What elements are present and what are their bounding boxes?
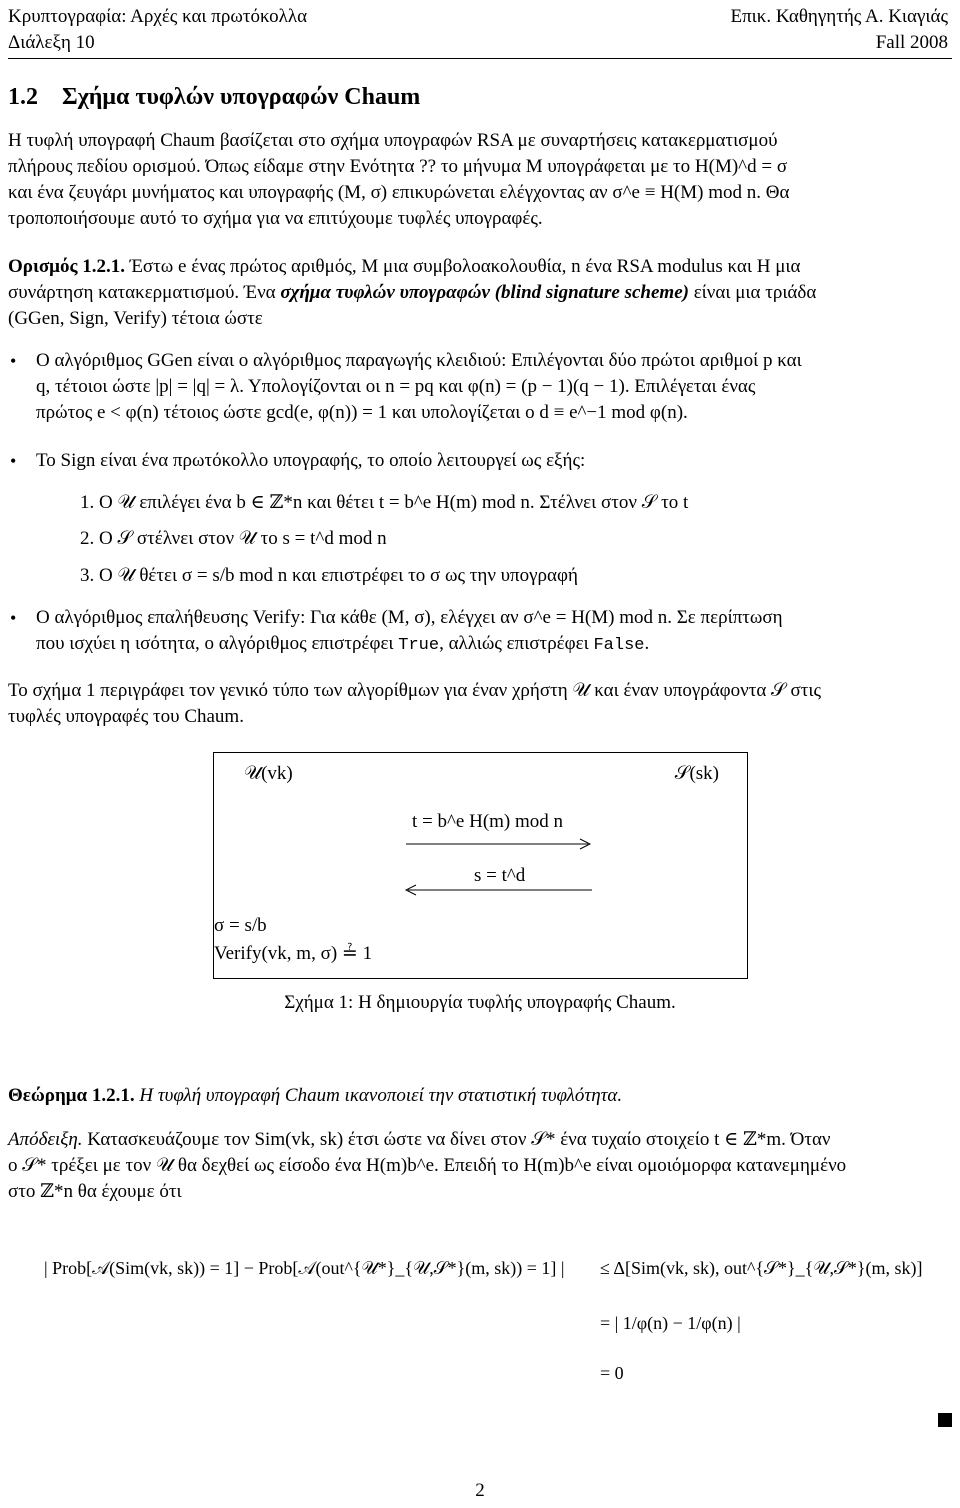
proof-line-2: ο 𝒮* τρέξει με τον 𝒰 θα δεχθεί ως είσοδο ένα H(m)b^e. Επειδή το H(m)b^e είναι ομοιόμορφα κατανεμημένο <box>8 1155 847 1176</box>
proof-line-3: στο ℤ*n θα έχουμε ότι <box>8 1181 182 1202</box>
user-label: 𝒰(vk) <box>244 763 293 784</box>
definition-line-3: (GGen, Sign, Verify) τέτοια ώστε <box>8 308 263 329</box>
bullet-ggen <box>36 348 952 426</box>
verify-line-2c: . <box>644 633 650 654</box>
definition-line-2b: είναι μια τριάδα <box>693 282 817 303</box>
instructor-name: Επικ. Καθηγητής Α. Κιαγιάς <box>730 6 948 27</box>
equation-line-1-left: | Prob[𝒜(Sim(vk, sk)) = 1] − Prob[𝒜(out^{𝒰*}_{𝒰,𝒮*}(m, sk)) = 1] | <box>44 1258 565 1278</box>
page-number: 2 <box>475 1480 485 1501</box>
equation-line-2: = | 1/φ(n) − 1/φ(n) | <box>600 1313 741 1333</box>
signer-label: 𝒮(sk) <box>674 763 719 784</box>
figure-intro-line-2: τυφλές υπογραφές του Chaum. <box>8 706 244 727</box>
definition-block <box>8 254 952 332</box>
ggen-line-2: q, τέτοιοι ώστε |p| = |q| = λ. Υπολογίζονται οι n = pq και φ(n) = (p − 1)(q − 1). Επιλέγεται ένας <box>36 376 756 397</box>
ggen-line-3: πρώτος e < φ(n) τέτοιος ώστε gcd(e, φ(n)) = 1 και υπολογίζεται ο d ≡ e^−1 mod φ(n). <box>36 402 688 423</box>
section-title: Σχήμα τυφλών υπογραφών Chaum <box>62 84 421 110</box>
arrow-left-icon <box>404 883 594 897</box>
intro-line-2: πλήρους πεδίου ορισμού. Όπως είδαμε στην Ενότητα ?? το μήνυμα M υπογράφεται με το H(M)^d = σ <box>8 156 788 177</box>
proof-line-1: Κατασκευάζουμε τον Sim(vk, sk) έτσι ώστε να δίνει στον 𝒮* ένα τυχαίο στοιχείο t ∈ ℤ*m. Όταν <box>87 1129 831 1150</box>
lecture-number: Διάλεξη 10 <box>8 32 95 53</box>
verify-check: Verify(vk, m, σ) ≟ 1 <box>214 943 373 964</box>
true-keyword: True <box>398 636 440 655</box>
qed-square-icon <box>938 1413 952 1427</box>
theorem-block <box>8 1083 952 1109</box>
intro-line-1: Η τυφλή υπογραφή Chaum βασίζεται στο σχήμα υπογραφών RSA με συναρτήσεις κατακερματισμού <box>8 130 778 151</box>
bullet-sign <box>36 448 952 474</box>
course-title: Κρυπτογραφία: Αρχές και πρωτόκολλα <box>8 6 308 27</box>
section-heading <box>8 84 420 110</box>
verify-line-1: • Ο αλγόριθμος επαλήθευσης Verify: Για κάθε (M, σ), ελέγχει αν σ^e = H(M) mod n. Σε περίπτωση <box>36 607 783 628</box>
running-header-left <box>8 4 307 56</box>
running-header-right <box>730 4 948 56</box>
intro-paragraph <box>8 128 952 232</box>
definition-line-2a: συνάρτηση κατακερματισμού. Ένα <box>8 282 276 303</box>
equation-line-1-right: ≤ Δ[Sim(vk, sk), out^{𝒮*}_{𝒰,𝒮*}(m, sk)] <box>600 1258 923 1278</box>
section-number: 1.2 <box>8 84 38 110</box>
proof-block <box>8 1127 952 1205</box>
figure-intro <box>8 678 952 730</box>
figure-intro-line-1: Το σχήμα 1 περιγράφει τον γενικό τύπο των αλγορίθμων για έναν χρήστη 𝒰 και έναν υπογράφοντα 𝒮 στις <box>8 680 822 701</box>
sign-text: • Το Sign είναι ένα πρωτόκολλο υπογραφής, το οποίο λειτουργεί ως εξής: <box>36 450 586 471</box>
definition-emphasis: σχήμα τυφλών υπογραφών (blind signature scheme) <box>280 282 689 303</box>
header-divider <box>8 58 952 59</box>
verify-line-2a: που ισχύει η ισότητα, ο αλγόριθμος επιστρέφει <box>36 633 394 654</box>
theorem-label: Θεώρημα 1.2.1. <box>8 1085 135 1106</box>
equation-line-3: = 0 <box>600 1363 624 1383</box>
intro-line-4: τροποποιήσουμε αυτό το σχήμα για να επιτύχουμε τυφλές υπογραφές. <box>8 208 543 229</box>
arrow-right-icon <box>404 837 594 851</box>
ggen-line-1: • Ο αλγόριθμος GGen είναι ο αλγόριθμος παραγωγής κλειδιού: Επιλέγονται δύο πρώτοι αριθμοί p και <box>36 350 802 371</box>
message-2: s = t^d <box>474 865 526 886</box>
intro-line-3: και ένα ζευγάρι μυνήματος και υπογραφής (M, σ) επικυρώνεται ελέγχοντας αν σ^e ≡ H(M) mod n. Θα <box>8 182 790 203</box>
sign-step-2: 2. Ο 𝒮 στέλνει στον 𝒰 το s = t^d mod n <box>80 528 387 549</box>
sigma-definition: σ = s/b <box>214 915 267 936</box>
protocol-figure <box>213 752 748 979</box>
message-1: t = b^e H(m) mod n <box>412 811 564 832</box>
bullet-verify <box>36 605 952 659</box>
definition-line-1: Έστω e ένας πρώτος αριθμός, M μια συμβολοακολουθία, n ένα RSA modulus και H μια <box>129 256 801 277</box>
proof-label: Απόδειξη. <box>8 1129 83 1150</box>
sign-step-3: 3. Ο 𝒰 θέτει σ = s/b mod n και επιστρέφει το σ ως την υπογραφή <box>80 565 578 586</box>
term: Fall 2008 <box>875 32 948 53</box>
theorem-text: Η τυφλή υπογραφή Chaum ικανοποιεί την στατιστική τυφλότητα. <box>139 1085 623 1106</box>
definition-label: Ορισμός 1.2.1. <box>8 256 125 277</box>
figure-caption: Σχήμα 1: Η δημιουργία τυφλής υπογραφής Chaum. <box>284 992 676 1013</box>
sign-step-1: 1. Ο 𝒰 επιλέγει ένα b ∈ ℤ*n και θέτει t = b^e H(m) mod n. Στέλνει στον 𝒮 το t <box>80 492 689 513</box>
false-keyword: False <box>593 636 645 655</box>
verify-line-2b: , αλλιώς επιστρέφει <box>439 633 589 654</box>
